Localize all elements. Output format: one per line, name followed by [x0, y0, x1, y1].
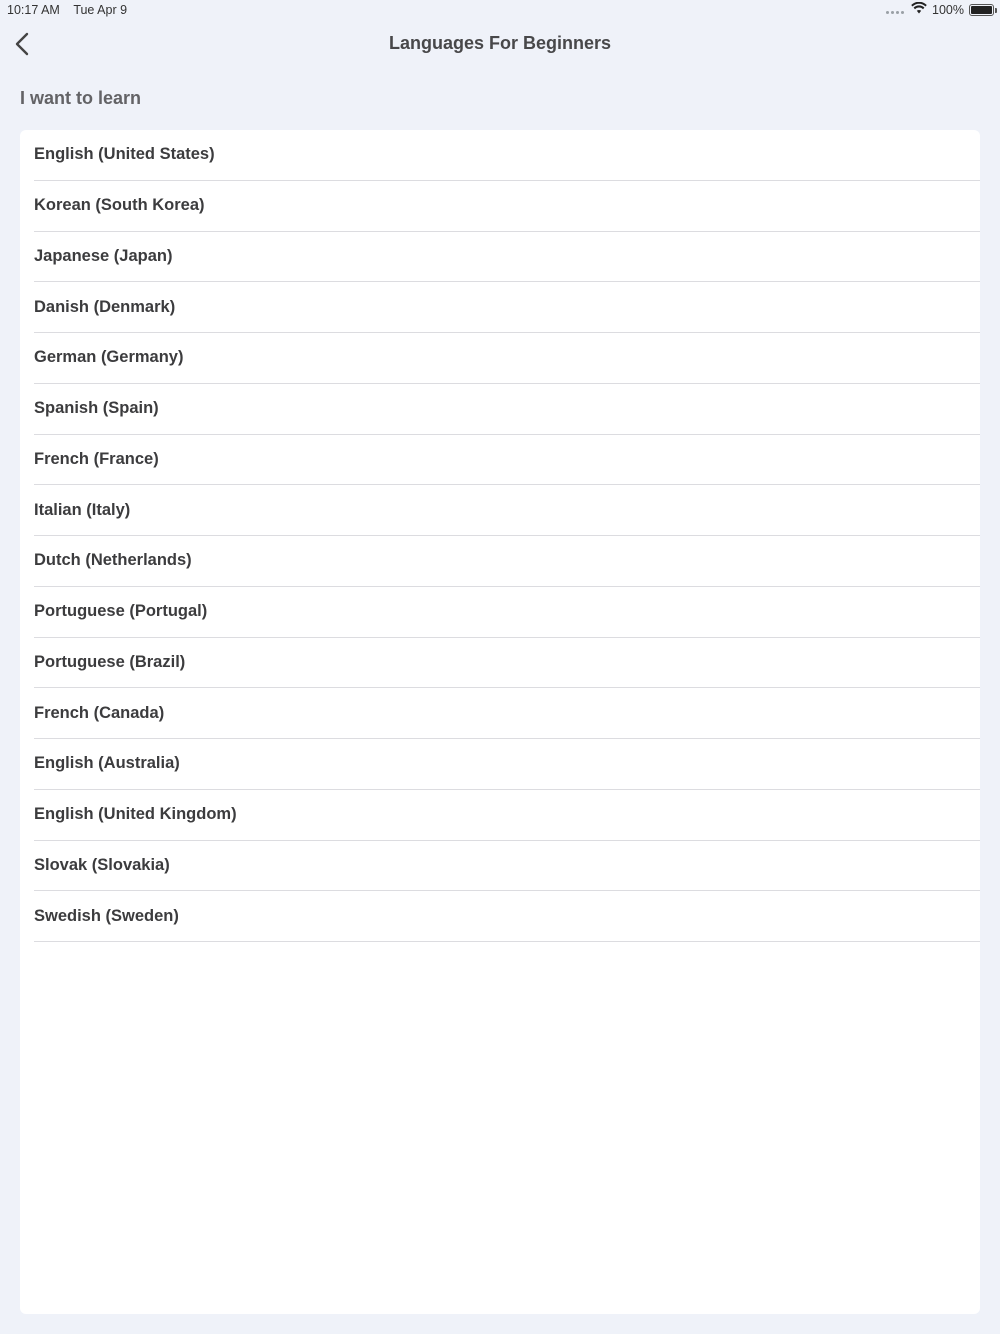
language-label: English (United States) — [34, 145, 215, 164]
language-label: French (France) — [34, 449, 159, 468]
language-label: German (Germany) — [34, 348, 184, 367]
language-label: English (Australia) — [34, 754, 180, 773]
language-item[interactable] — [34, 333, 980, 384]
status-bar — [0, 0, 1000, 20]
language-list-card — [20, 130, 980, 1314]
language-item[interactable] — [34, 384, 980, 435]
language-label: English (United Kingdom) — [34, 805, 237, 824]
language-label: Spanish (Spain) — [34, 399, 159, 418]
wifi-icon — [911, 2, 927, 17]
signal-dots-icon — [886, 5, 904, 14]
language-label: Danish (Denmark) — [34, 297, 176, 316]
language-label: Japanese (Japan) — [34, 246, 173, 265]
status-right — [886, 2, 994, 17]
battery-level — [971, 6, 992, 14]
status-date: Tue Apr 9 — [73, 3, 128, 17]
language-item[interactable] — [34, 282, 980, 333]
language-item[interactable] — [34, 536, 980, 587]
language-item[interactable] — [34, 891, 980, 942]
language-label: Portuguese (Brazil) — [34, 652, 186, 671]
language-label: Korean (South Korea) — [34, 196, 205, 215]
language-item[interactable] — [34, 638, 980, 689]
page-title: Languages For Beginners — [388, 33, 612, 53]
battery-icon — [969, 4, 994, 16]
language-item[interactable] — [34, 130, 980, 181]
language-item[interactable] — [34, 181, 980, 232]
language-item[interactable] — [34, 841, 980, 892]
language-item[interactable] — [34, 688, 980, 739]
language-label: Italian (Italy) — [34, 500, 131, 519]
language-label: Slovak (Slovakia) — [34, 855, 170, 874]
language-item[interactable] — [34, 485, 980, 536]
battery-percent: 100% — [932, 2, 964, 17]
language-item[interactable] — [34, 739, 980, 790]
language-list — [20, 130, 980, 942]
section-title: I want to learn — [20, 88, 142, 108]
navigation-bar — [0, 24, 1000, 64]
language-item[interactable] — [34, 232, 980, 283]
language-item[interactable] — [34, 790, 980, 841]
language-label: Portuguese (Portugal) — [34, 602, 208, 621]
status-left — [7, 3, 127, 17]
language-label: Swedish (Sweden) — [34, 906, 179, 925]
status-time: 10:17 AM — [7, 3, 60, 17]
language-item[interactable] — [34, 587, 980, 638]
language-label: Dutch (Netherlands) — [34, 551, 192, 570]
language-label: French (Canada) — [34, 703, 165, 722]
language-item[interactable] — [34, 435, 980, 486]
